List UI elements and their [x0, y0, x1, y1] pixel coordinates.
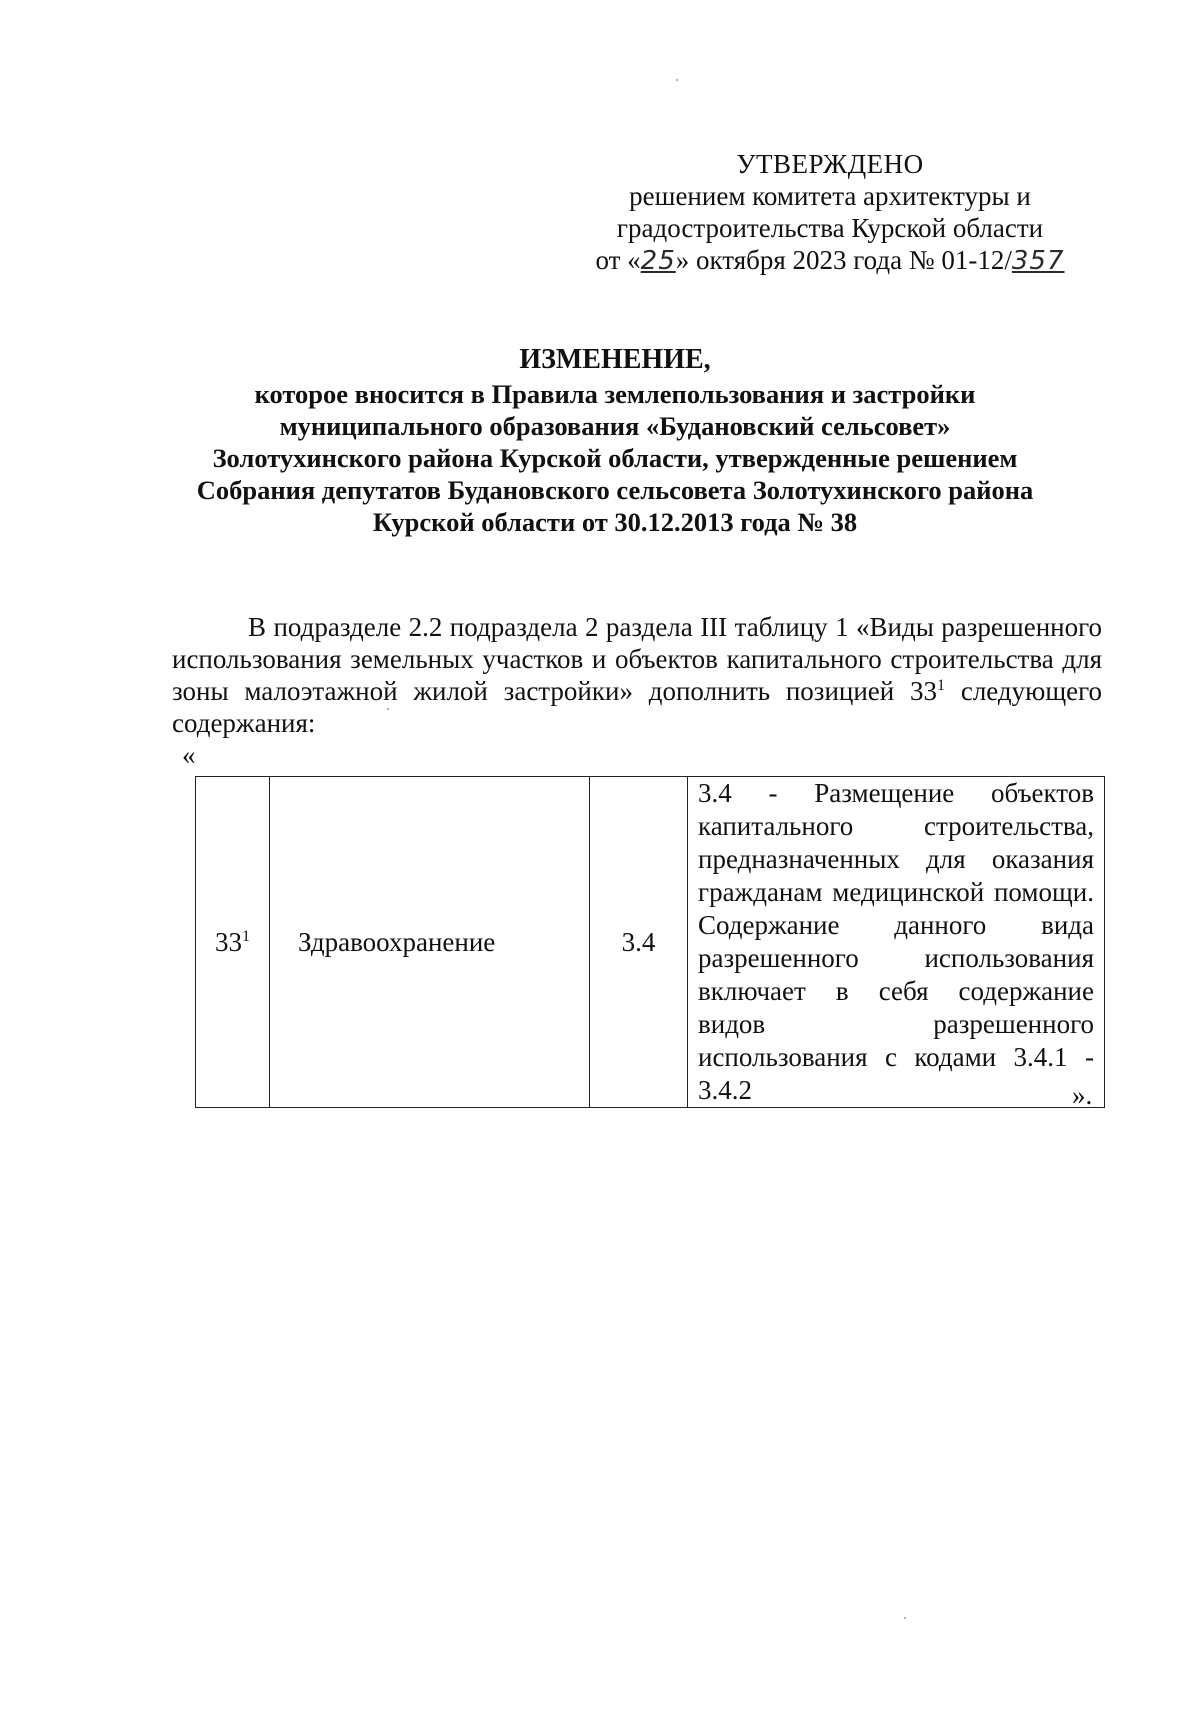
date-prefix: от « — [595, 245, 641, 275]
body-text-tail: следующего содержания: — [172, 676, 1103, 738]
table-row — [196, 777, 1105, 1108]
body-superscript: 1 — [937, 677, 946, 694]
row-number-superscript: 1 — [242, 927, 250, 945]
usage-name-cell: Здравоохранение — [270, 777, 590, 1108]
document-heading — [150, 344, 1080, 538]
body-text-main: В подразделе 2.2 подраздела 2 раздела III таблицу 1 «Виды разрешенного использования земельных участков и объектов капитального строительства для зоны малоэтажной жилой застройки» дополнить позицией 33 — [172, 612, 1102, 706]
closing-quote: ». — [1072, 1080, 1093, 1110]
document-title: ИЗМЕНЕНИЕ, — [519, 344, 711, 375]
amendment-table — [195, 776, 1105, 1108]
scan-speck — [904, 1617, 906, 1619]
usage-code-cell: 3.4 — [590, 777, 688, 1108]
scan-speck — [676, 79, 678, 81]
scan-speck — [387, 708, 389, 710]
row-number-cell — [196, 777, 270, 1108]
heading-line-3: Золотухинского района Курской области, утвержденные решением — [212, 443, 1018, 473]
usage-description-cell: 3.4 - Размещение объектов капитального строительства, предназначенных для оказания гражданам медицинской помощи. Содержание данного вида разрешенного использования включает в себя содержание видов разрешенного использования с кодами 3.4.1 - 3.4.2 — [688, 777, 1105, 1108]
approval-line-1: решением комитета архитектуры и — [629, 181, 1031, 211]
heading-line-1: которое вносится в Правила землепользования и застройки — [254, 379, 976, 409]
heading-line-4: Собрания депутатов Будановского сельсовета Золотухинского района — [196, 475, 1034, 505]
approved-label: УТВЕРЖДЕНО — [736, 149, 924, 179]
heading-line-5: Курской области от 30.12.2013 года № 38 — [372, 507, 858, 537]
approval-line-2: градостроительства Курской области — [616, 213, 1044, 243]
row-number: 33 — [215, 926, 242, 957]
body-paragraph — [172, 611, 1102, 739]
heading-line-2: муниципального образования «Будановский сельсовет» — [279, 411, 951, 441]
handwritten-number: 357 — [1011, 246, 1065, 276]
approval-date-line — [560, 244, 1100, 277]
approval-block — [560, 148, 1100, 277]
handwritten-day: 25 — [640, 246, 676, 276]
date-middle: » октября 2023 года № 01-12/ — [675, 245, 1012, 275]
opening-quote: « — [182, 740, 196, 770]
